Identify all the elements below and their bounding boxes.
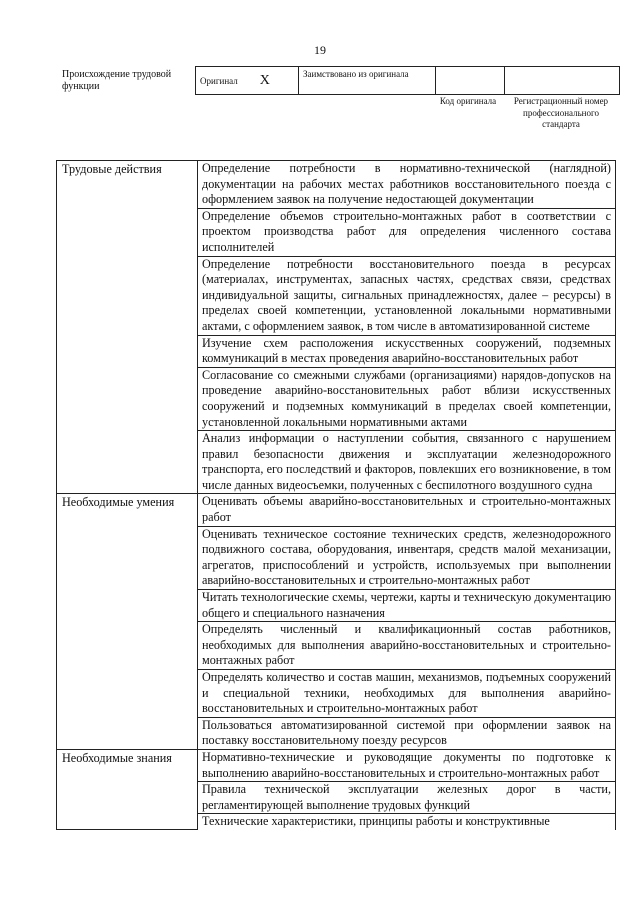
item-text: Определение объемов строительно-монтажных работ в соответствии с проектом производства работ для определения численного состава исполнителей	[198, 208, 616, 256]
table-row	[57, 494, 616, 526]
item-text: Оценивать техническое состояние технических средств, железнодорожного подвижного состава, оборудования, инвентаря, средств малой механизации, агрегатов, приспособлений и устройств, используемых при выполнении аварийно-восстановительных и строительно-монтажных работ	[198, 526, 616, 589]
item-text: Оценивать объемы аварийно-восстановительных и строительно-монтажных работ	[198, 494, 616, 526]
item-text: Определять количество и состав машин, механизмов, подъемных сооружений и специальной техники, необходимых для выполнения аварийно-восстановительных и строительно-монтажных работ	[198, 670, 616, 718]
table-row	[57, 749, 616, 781]
origin-code-cell	[436, 67, 505, 95]
item-text: Определение потребности в нормативно-технической (наглядной) документации на рабочих местах работников восстановительного поезда с оформлением заявок на получение недостающей документации	[198, 161, 616, 209]
reg-caption: Регистрационный номер профессионального стандарта	[513, 96, 609, 129]
original-label: Оригинал	[200, 75, 238, 86]
original-mark: X	[259, 72, 270, 88]
item-text: Изучение схем расположения искусственных сооружений, подземных коммуникаций в местах проведения аварийно-восстановительных работ	[198, 335, 616, 367]
page-number: 19	[314, 43, 326, 57]
item-text: Правила технической эксплуатации железных дорог в части, регламентирующей выполнение трудовых функций	[198, 782, 616, 814]
item-text: Технические характеристики, принципы работы и конструктивные	[198, 814, 616, 830]
item-text: Определение потребности восстановительного поезда в ресурсах (материалах, инструментах, запасных частях, средствах связи, средствах индивидуальной защиты, сигнальных принадлежностях, далее – ресурсы) в пределах своей компетенции, установленной локальными нормативными актами, с оформлением заявок, в том числе в автоматизированной системе	[198, 256, 616, 335]
item-text: Определять численный и квалификационный состав работников, необходимых для выполнения аварийно-восстановительных и строительно-монтажных работ	[198, 622, 616, 670]
item-text: Пользоваться автоматизированной системой при оформлении заявок на поставку восстановительному поезду ресурсов	[198, 717, 616, 749]
section-label: Необходимые знания	[57, 749, 198, 829]
origin-borrowed-cell: Заимствовано из оригинала	[299, 67, 436, 95]
section-label: Необходимые умения	[57, 494, 198, 750]
item-text: Анализ информации о наступлении события, связанного с нарушением правил безопасности движения и эксплуатации железнодорожного транспорта, его последствий и факторов, повлекших его возникновение, в том числе данных видеосъемки, полученных с беспилотного воздушного судна	[198, 431, 616, 494]
function-table	[56, 160, 616, 830]
code-caption: Код оригинала	[439, 96, 497, 106]
item-text: Читать технологические схемы, чертежи, карты и техническую документацию общего и специального назначения	[198, 590, 616, 622]
origin-original-cell	[196, 67, 299, 95]
origin-reg-cell	[505, 67, 620, 95]
section-label: Трудовые действия	[57, 161, 198, 494]
item-text: Согласование со смежными службами (организациями) нарядов-допусков на проведение аварийно-восстановительных работ вблизи искусственных сооружений и подземных коммуникаций в пределах своей компетенции, установленной локальными нормативными актами	[198, 367, 616, 430]
table-row	[57, 161, 616, 209]
item-text: Нормативно-технические и руководящие документы по подготовке к выполнению аварийно-восстановительных и строительно-монтажных работ	[198, 749, 616, 781]
origin-label: Происхождение трудовой функции	[62, 69, 172, 92]
origin-table	[195, 66, 620, 95]
